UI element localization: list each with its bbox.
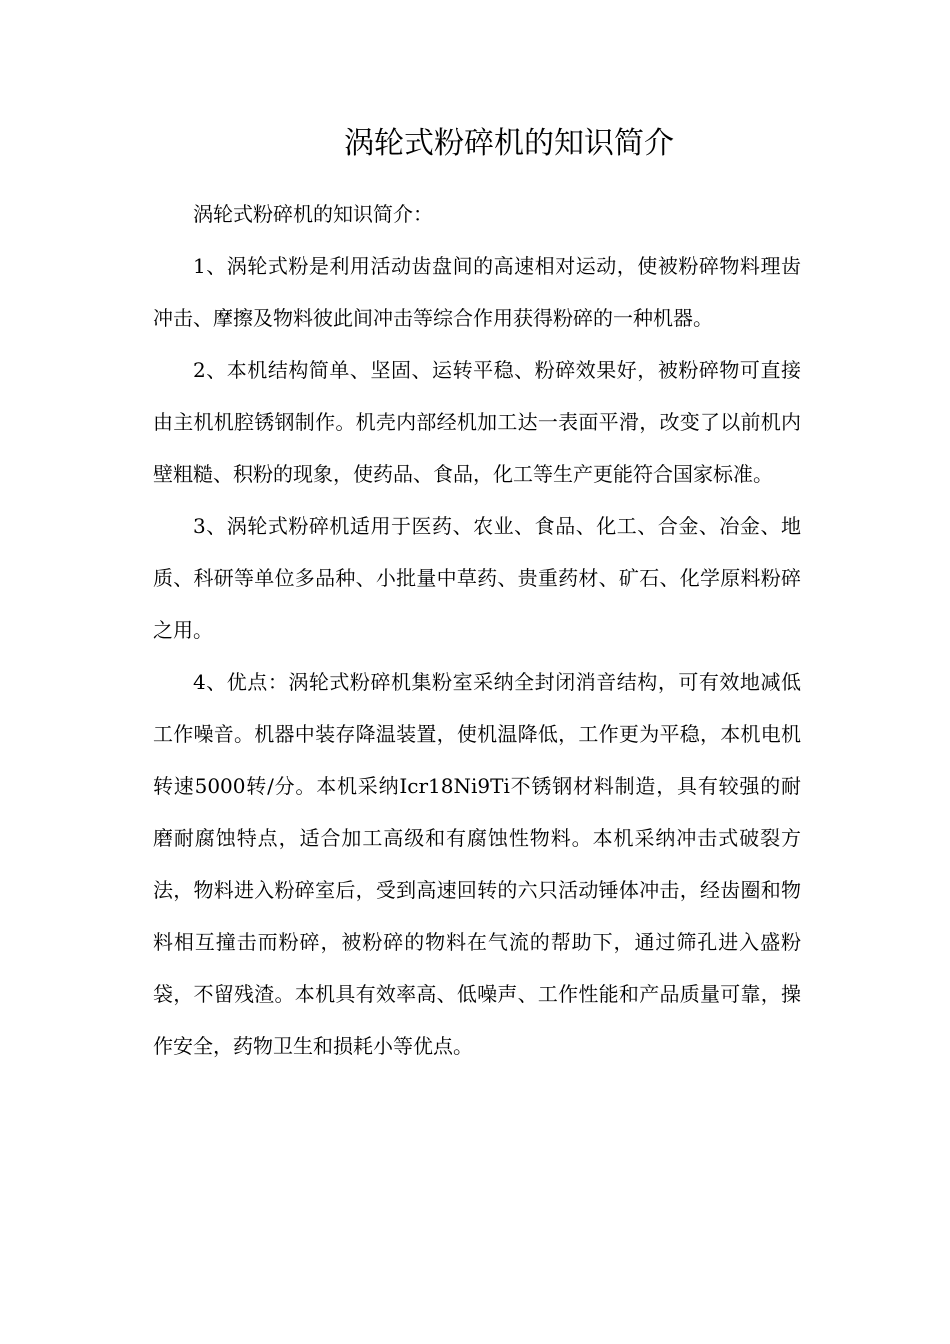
paragraph-2: 2、本机结构简单、坚固、运转平稳、粉碎效果好，被粉碎物可直接由主机机腔锈钢制作。机壳内部经机加工达一表面平滑，改变了以前机内壁粗糙、积粉的现象，使药品、食品，化工等生产更能符合国家标准。 [153,358,801,486]
paragraph-intro: 涡轮式粉碎机的知识简介： [193,202,433,226]
paragraph-1: 1、涡轮式粉是利用活动齿盘间的高速相对运动，使被粉碎物料理齿冲击、摩擦及物料彼此间冲击等综合作用获得粉碎的一种机器。 [153,254,801,330]
document-title: 涡轮式粉碎机的知识简介 [344,126,674,161]
document-body [153,188,801,1072]
paragraph-3: 3、涡轮式粉碎机适用于医药、农业、食品、化工、合金、冶金、地质、科研等单位多品种、小批量中草药、贵重药材、矿石、化学原料粉碎之用。 [153,514,801,642]
paragraph-4: 4、优点：涡轮式粉碎机集粉室采纳全封闭消音结构，可有效地减低工作噪音。机器中装存降温装置，使机温降低，工作更为平稳，本机电机转速5000转/分。本机采纳Icr18Ni9Ti不锈钢材料制造，具有较强的耐磨耐腐蚀特点，适合加工高级和有腐蚀性物料。本机采纳冲击式破裂方法，物料进入粉碎室后，受到高速回转的六只活动锤体冲击，经齿圈和物料相互撞击而粉碎，被粉碎的物料在气流的帮助下，通过筛孔进入盛粉袋，不留残渣。本机具有效率高、低噪声、工作性能和产品质量可靠，操作安全，药物卫生和损耗小等优点。 [153,670,801,1058]
